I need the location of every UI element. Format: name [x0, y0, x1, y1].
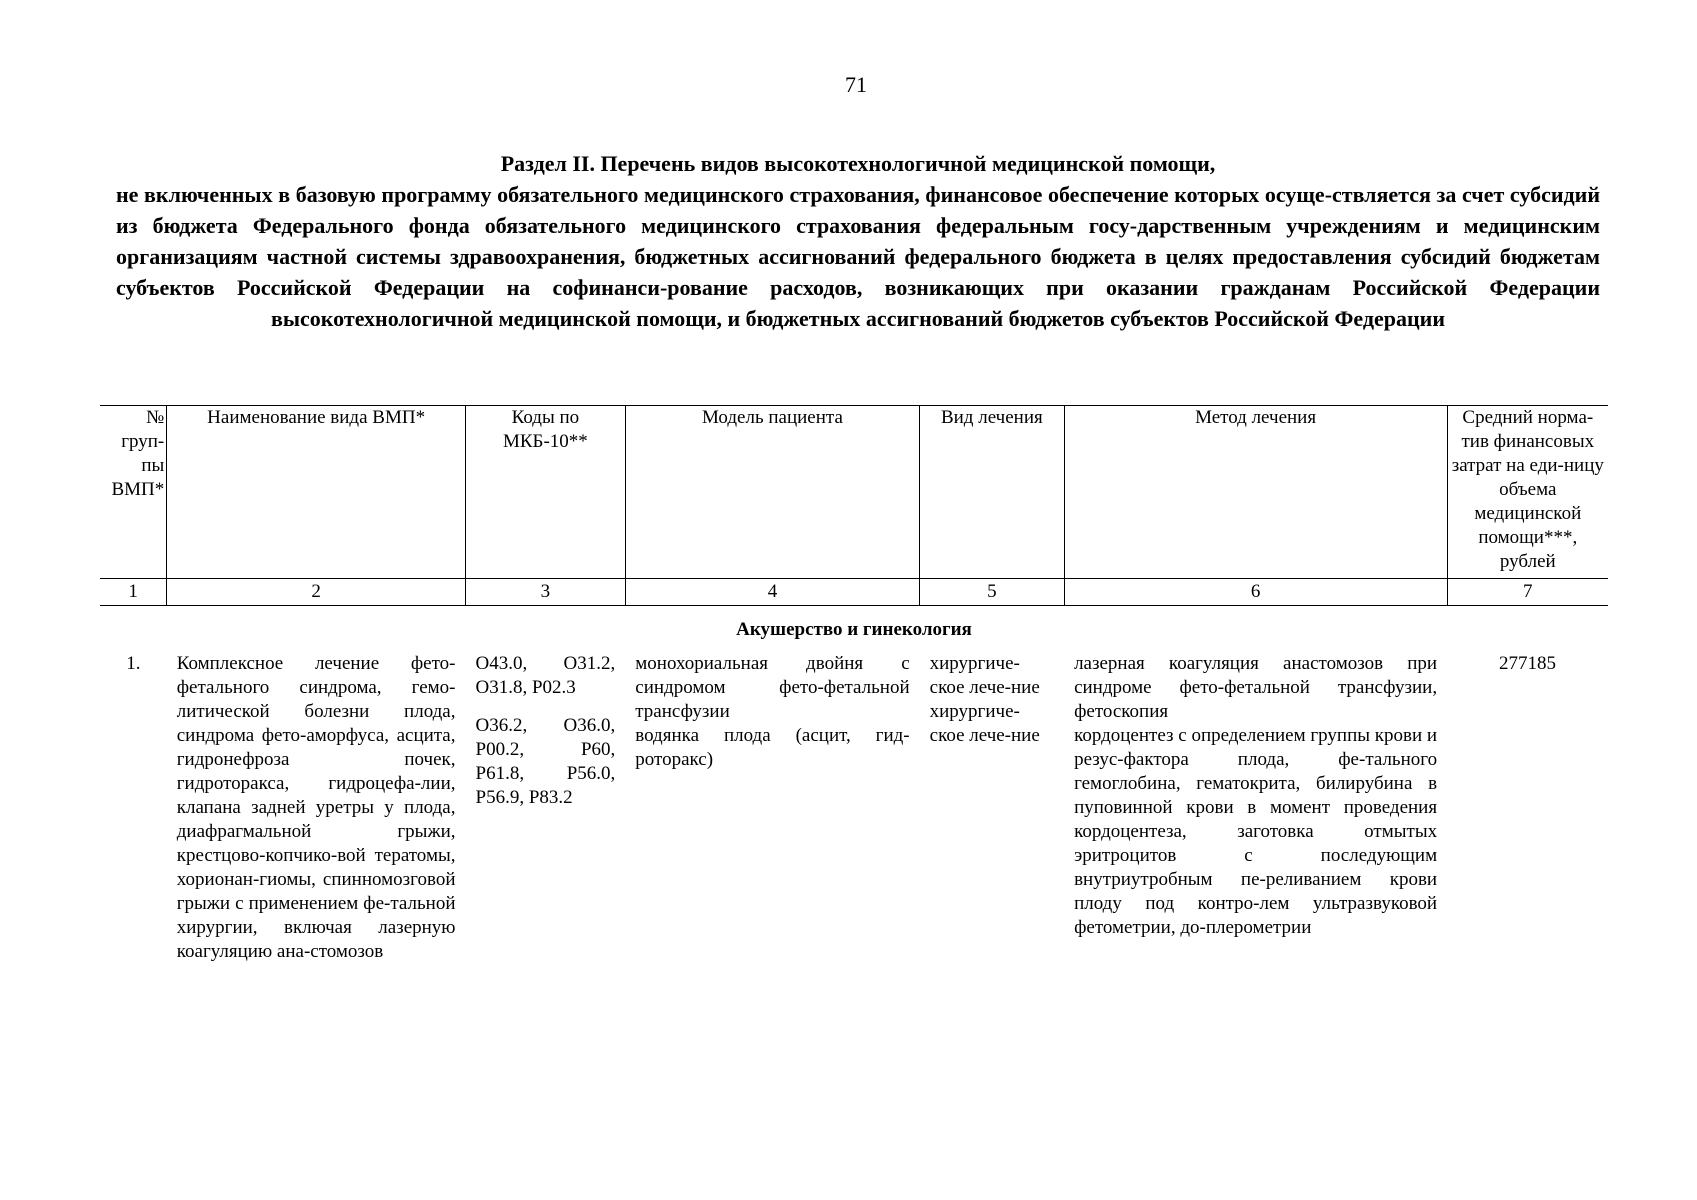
- header-vmp-name: Наименование вида ВМП*: [167, 406, 466, 579]
- row-codes: [466, 652, 626, 964]
- page-number: 71: [845, 72, 867, 97]
- section-title: [116, 148, 1600, 334]
- column-number: 7: [1447, 579, 1608, 606]
- column-number: 4: [625, 579, 919, 606]
- table-row: [100, 652, 1608, 964]
- column-number-row: [100, 579, 1608, 606]
- header-patient-model: Модель пациента: [625, 406, 919, 579]
- row-treatment-type-a: хирургиче-ское лече-ние: [929, 653, 1040, 698]
- section-heading-row: [100, 606, 1608, 653]
- vmp-table: [100, 405, 1608, 964]
- row-number: 1.: [126, 653, 141, 674]
- section-title-line1: Раздел II. Перечень видов высокотехнологичной медицинской помощи,: [500, 151, 1216, 176]
- column-number: 2: [167, 579, 466, 606]
- header-avg-cost: Средний норма-тив финансовых затрат на еди-ницу объема медицинской помощи***, рублей: [1447, 406, 1608, 579]
- table-header-row: [100, 406, 1608, 579]
- header-treatment-type: Вид лечения: [920, 406, 1064, 579]
- section-heading: Акушерство и гинекология: [736, 619, 972, 640]
- row-vmp-name: Комплексное лечение фето-фетального синдрома, гемо-литической болезни плода, синдрома фето-аморфуса, асцита, гидронефроза почек, гидроторакса, гидроцефа-лии, клапана задней уретры у плода, диафрагмальной грыжи, крестцово-копчико-вой тератомы, хорионан-гиомы, спинномозговой грыжи с применением фе-тальной хирургии, включая лазерную коагуляцию ана-стомозов: [176, 653, 456, 962]
- column-number: 5: [920, 579, 1064, 606]
- column-number: 6: [1064, 579, 1447, 606]
- header-group-no: № груп-пы ВМП*: [100, 406, 167, 579]
- row-codes-b: O36.2, O36.0, P00.2, P60, P61.8, P56.0, P56.9, P83.2: [475, 715, 616, 808]
- row-treatment-method-a: лазерная коагуляция анастомозов при синдроме фето-фетальной трансфузии, фетоскопия: [1074, 653, 1438, 722]
- row-patient-model-a: монохориальная двойня с синдромом фето-фетальной трансфузии: [635, 653, 910, 722]
- row-patient-model-b: водянка плода (асцит, гид-роторакс): [635, 725, 910, 770]
- header-treatment-method: Метод лечения: [1064, 406, 1447, 579]
- row-codes-a: O43.0, O31.2, O31.8, P02.3: [475, 653, 616, 698]
- row-treatment-method: [1064, 652, 1447, 964]
- row-treatment-type-b: хирургиче-ское лече-ние: [929, 701, 1040, 746]
- row-patient-model: [625, 652, 919, 964]
- column-number: 1: [100, 579, 167, 606]
- column-number: 3: [466, 579, 626, 606]
- row-treatment-method-b: кордоцентез с определением группы крови и резус-фактора плода, фе-тального гемоглобина, гематокрита, билирубина в пуповинной крови в момент проведения кордоцентеза, заготовка отмытых эритроцитов с последующим внутриутробным пе-реливанием крови плоду под контро-лем ультразвуковой фетометрии, до-плерометрии: [1074, 725, 1438, 938]
- row-treatment-type: [920, 652, 1064, 964]
- row-avg-cost: 277185: [1499, 653, 1557, 674]
- section-title-rest: не включенных в базовую программу обязательного медицинского страхования, финансовое обеспечение которых осуще-ствляется за счет субсидий из бюджета Федерального фонда обязательного медицинского страхования федеральным госу-дарственным учреждениям и медицинским организациям частной системы здравоохранения, бюджетных ассигнований федерального бюджета в целях предоставления субсидий бюджетам субъектов Российской Федерации на софинанси-рование расходов, возникающих при оказании гражданам Российской Федерации высокотехнологичной медицинской помощи, и бюджетных ассигнований бюджетов субъектов Российской Федерации: [116, 182, 1600, 331]
- header-codes: Коды по МКБ-10**: [466, 406, 626, 579]
